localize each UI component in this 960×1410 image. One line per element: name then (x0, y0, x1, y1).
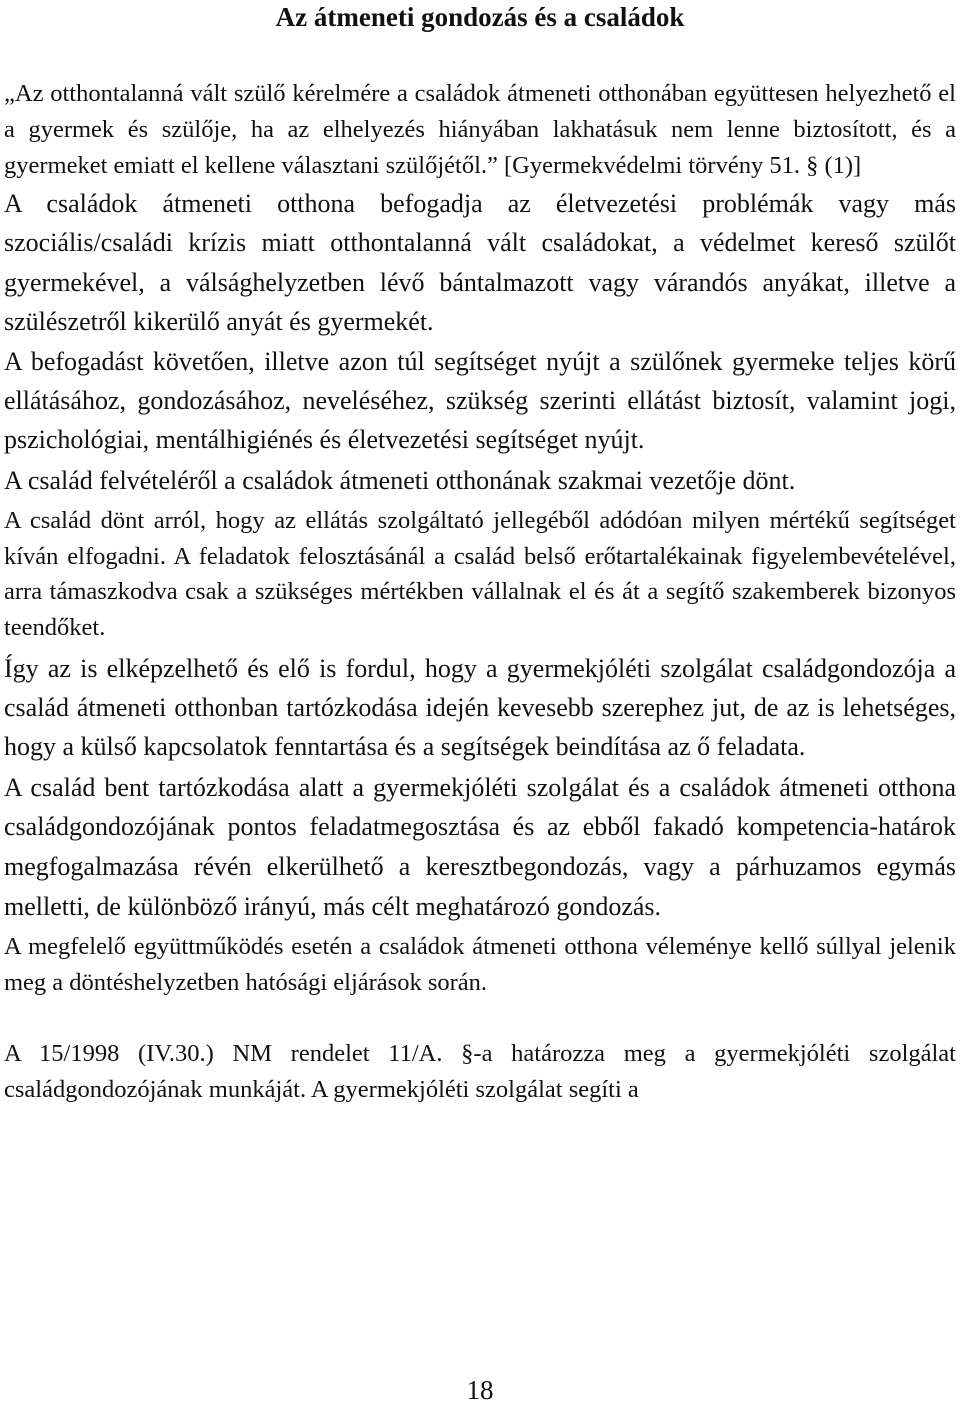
paragraph-home-admission: A családok átmeneti otthona befogadja az életvezetési problémák vagy más szociális/családi krízis miatt otthontalanná vált családokat, a védelmet kereső szülőt gyermekével, a válsághelyzetben lévő bántalmazott vagy várandós anyákat, illetve a szülészetről kikerülő anyát és gyermekét. (4, 189, 956, 337)
page-number: 18 (466, 1375, 494, 1405)
paragraph-cooperation: A megfelelő együttműködés esetén a családok átmeneti otthona véleménye kellő súllyal jelenik meg a döntéshelyzetben hatósági eljárások során. (4, 933, 956, 996)
page-title: Az átmeneti gondozás és a családok (275, 2, 685, 32)
paragraph-regulation: A 15/1998 (IV.30.) NM rendelet 11/A. §-a határozza meg a gyermekjóléti szolgálat családgondozójának munkáját. A gyermekjóléti szolgálat segíti a (4, 1040, 956, 1104)
paragraph-caseworker-role: Így az is elképzelhető és elő is fordul, hogy a gyermekjóléti szolgálat családgondozója a család átmeneti otthonban tartózkodása idején kevesebb szerephez jut, de az is lehetséges, hogy a külső kapcsolatok fenntartása és a segítségek beindítása az ő feladata. (4, 653, 956, 762)
paragraph-family-decision: A család dönt arról, hogy az ellátás szolgáltató jellegéből adódóan milyen mértékű segítséget kíván elfogadni. A feladatok felosztásánál a család belső erőtartalékainak figyelembevételével, arra támaszkodva csak a szükséges mértékben vállalnak el és át a segítő szakemberek bizonyos teendőket. (4, 507, 956, 642)
paragraph-support-services: A befogadást követően, illetve azon túl segítséget nyújt a szülőnek gyermeke teljes körű ellátásához, gondozásához, neveléséhez, szükség szerinti ellátást biztosít, valamint jogi, pszichológiai, mentálhigiénés és életvezetési segítséget nyújt. (4, 346, 956, 455)
paragraph-task-sharing: A család bent tartózkodása alatt a gyermekjóléti szolgálat és a családok átmeneti otthona családgondozójának pontos feladatmegosztása és az ebből fakadó kompetencia-határok megfogalmazása révén elkerülhető a keresztbegondozás, vagy a párhuzamos egymás melletti, de különböző irányú, más célt meghatározó gondozás. (4, 772, 956, 921)
paragraph-law-quote: „Az otthontalanná vált szülő kérelmére a családok átmeneti otthonában együttesen helyezhető el a gyermek és szülője, ha az elhelyezés hiányában lakhatásuk nem lenne biztosított, és a gyermeket emiatt el kellene választani szülőjétől.” [Gyermekvédelmi törvény 51. § (1)] (4, 80, 956, 179)
paragraph-admission-decision: A család felvételéről a családok átmeneti otthonának szakmai vezetője dönt. (4, 465, 796, 495)
